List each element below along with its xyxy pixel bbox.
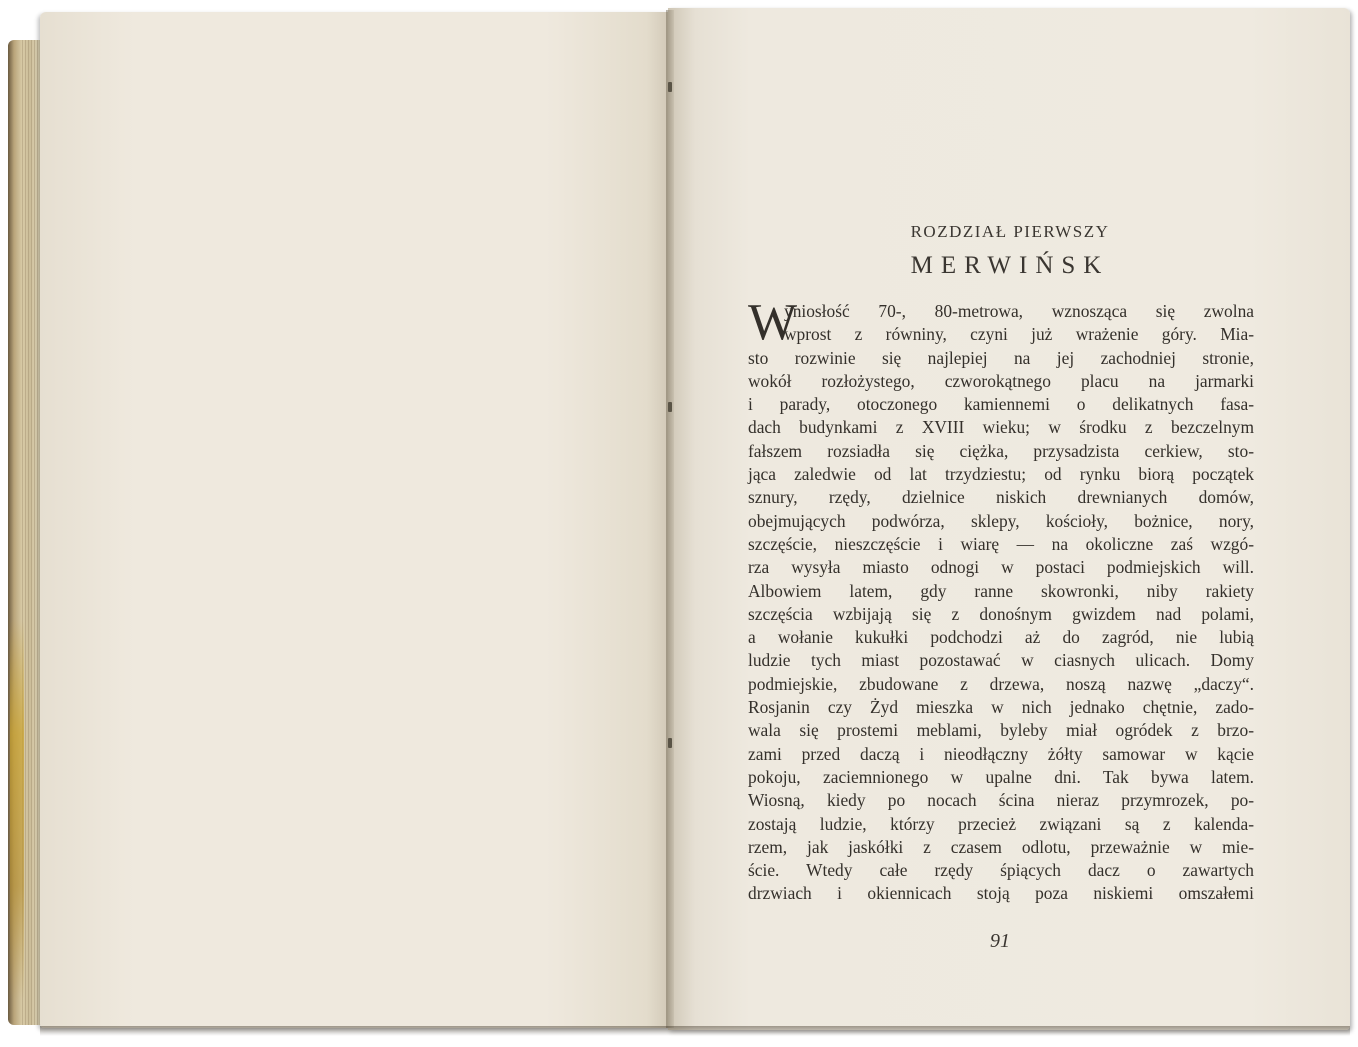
- chapter-title: MERWIŃSK: [910, 252, 1110, 279]
- binding-stitch: [668, 738, 672, 748]
- text-line: sznury, rzędy, dzielnice niskich drewnianych domów,: [748, 487, 1254, 508]
- text-line: Rosjanin czy Żyd mieszka w nich jednako chętnie, zado-: [748, 697, 1254, 718]
- text-line: wokół rozłożystego, czworokątnego placu na jarmarki: [748, 370, 1254, 391]
- body-text: [748, 294, 1254, 906]
- text-line: Albowiem latem, gdy ranne skowronki, niby rakiety: [748, 580, 1254, 601]
- chapter-heading: ROZDZIAŁ PIERWSZY: [910, 222, 1110, 241]
- text-line: zostają ludzie, którzy przecież związani są z kalenda-: [748, 813, 1254, 834]
- drop-cap: W: [748, 294, 798, 351]
- text-line: wprost z równiny, czyni już wrażenie góry. Mia-: [784, 324, 1254, 345]
- text-line: ście. Wtedy całe rzędy śpiących dacz o zawartych: [748, 860, 1254, 881]
- binding-stitch: [668, 82, 672, 92]
- text-line: zami przed daczą i nieodłączny żółty samowar w kącie: [748, 743, 1254, 764]
- text-line: jąca zaledwie od lat trzydziestu; od rynku biorą początek: [748, 464, 1254, 485]
- text-line: rza wysyła miasto odnogi w postaci podmiejskich will.: [748, 557, 1254, 578]
- text-line: pokoju, zaciemnionego w upalne dni. Tak bywa latem.: [748, 766, 1254, 787]
- gilt-edge-stain: [10, 620, 24, 1000]
- text-line: ludzie tych miast pozostawać w ciasnych ulicach. Domy: [748, 650, 1254, 671]
- text-line: Wiosną, kiedy po nocach ścina nieraz przymrozek, po-: [748, 790, 1254, 811]
- text-line: podmiejskie, zbudowane z drzewa, noszą nazwę „daczy“.: [748, 673, 1254, 694]
- text-line: rzem, jak jaskółki z czasem odlotu, przeważnie w mie-: [748, 836, 1254, 857]
- text-line: sto rozwinie się najlepiej na jej zachodniej stronie,: [748, 347, 1254, 368]
- text-line: dach budynkami z XVIII wieku; w środku z bezczelnym: [748, 417, 1254, 438]
- text-line: szczęścia wzbijają się z donośnym gwizdem nad polami,: [748, 603, 1254, 624]
- text-line: szczęście, nieszczęście i wiarę — na okoliczne zaś wzgó-: [748, 533, 1254, 554]
- text-line: drzwiach i okiennicach stoją poza niskiemi omszałemi: [748, 883, 1254, 904]
- text-line: wala się prostemi meblami, byleby miał ogródek z brzo-: [748, 720, 1254, 741]
- left-page-blank: [40, 12, 672, 1028]
- text-line: i parady, otoczonego kamiennemi o delikatnych fasa-: [748, 394, 1254, 415]
- binding-stitch: [668, 402, 672, 412]
- book-gutter: [666, 10, 674, 1028]
- page-number: 91: [990, 930, 1010, 952]
- text-line: obejmujących podwórza, sklepy, kościoły, bożnice, nory,: [748, 510, 1254, 531]
- text-line: a wołanie kukułki podchodzi aż do zagród, nie lubią: [748, 627, 1254, 648]
- text-line: fałszem rozsiadła się ciężka, przysadzista cerkiew, sto-: [748, 440, 1254, 461]
- text-line: yniosłość 70-, 80-metrowa, wznosząca się zwolna: [784, 301, 1254, 321]
- book-bottom-shadow: [40, 1026, 1350, 1036]
